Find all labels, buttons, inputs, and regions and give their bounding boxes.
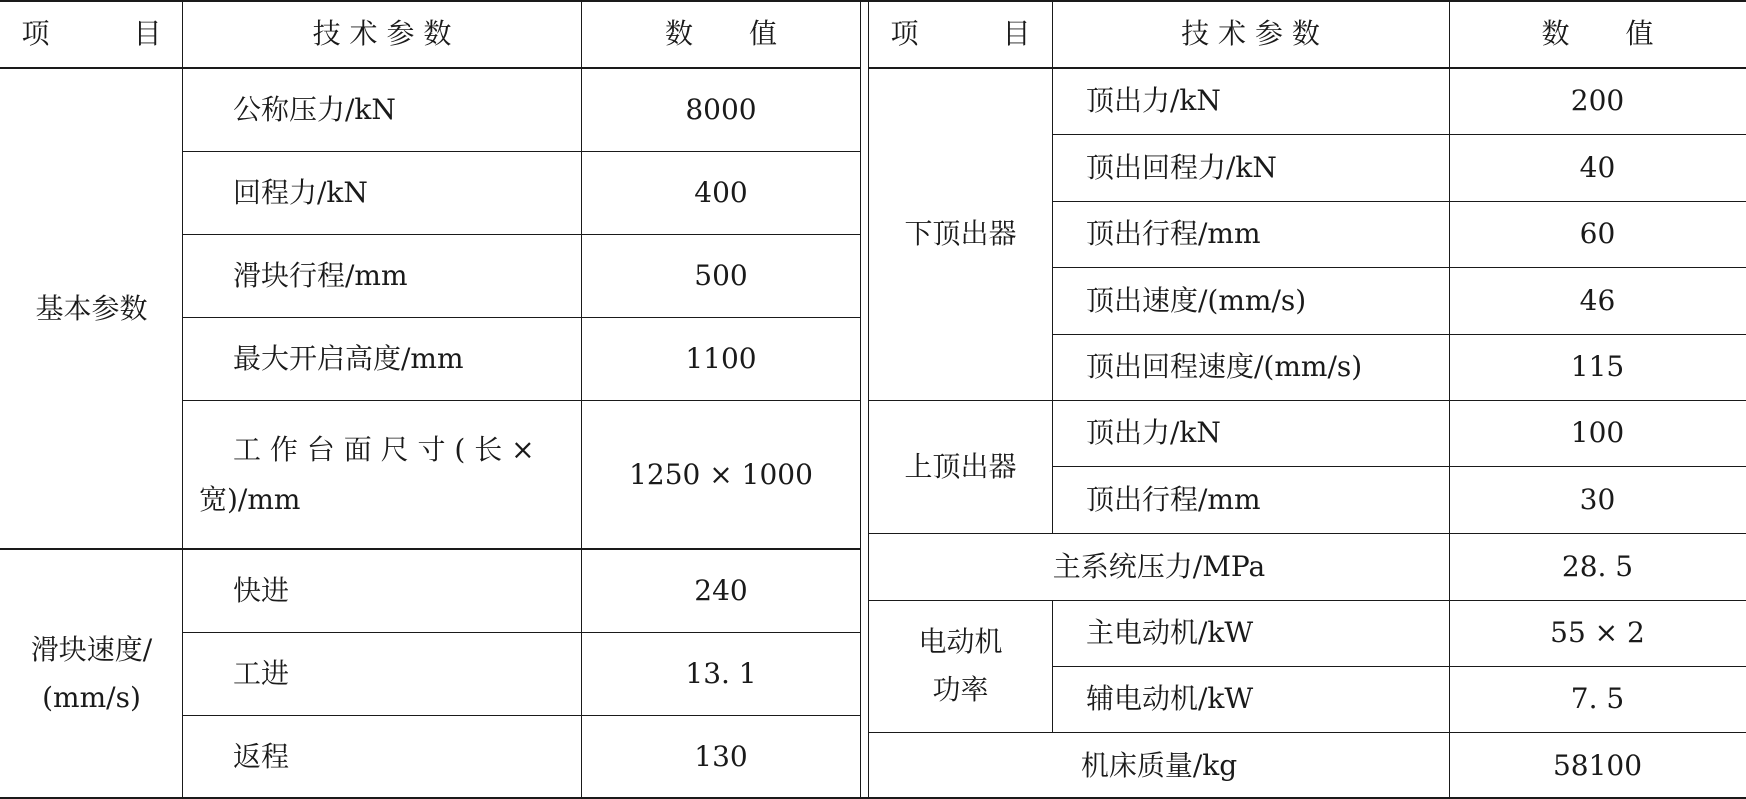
left-row-rule — [183, 151, 861, 152]
group-label-basic: 基本参数 — [35, 291, 148, 325]
left-header-item: 项 目 — [21, 17, 162, 51]
left-row-rule — [183, 234, 861, 235]
value-lower-eject-stroke: 60 — [1579, 217, 1616, 251]
group-label-lower-ejector: 下顶出器 — [904, 217, 1017, 251]
param-aux-motor: 辅电动机/kW — [1086, 682, 1254, 716]
right-group-rule — [869, 732, 1746, 733]
left-row-rule — [183, 317, 861, 318]
value-return-force: 400 — [694, 175, 748, 209]
value-slide-stroke: 500 — [694, 258, 748, 292]
param-table-size — [183, 400, 581, 549]
param-working-feed: 工进 — [233, 656, 290, 690]
value-return-stroke: 130 — [694, 740, 748, 774]
left-header-rule — [0, 67, 861, 69]
param-main-system-pressure: 主系统压力/MPa — [1052, 549, 1266, 583]
right-header-item: 项 目 — [890, 17, 1031, 51]
value-nominal-force: 8000 — [685, 92, 757, 126]
value-lower-eject-speed: 46 — [1579, 283, 1616, 317]
right-group-rule — [869, 533, 1746, 534]
value-main-motor: 55 × 2 — [1550, 616, 1645, 650]
value-lower-eject-return-force: 40 — [1579, 150, 1616, 184]
value-fast-approach: 240 — [694, 573, 748, 607]
param-fast-approach: 快进 — [233, 573, 290, 607]
value-working-feed: 13. 1 — [685, 656, 757, 690]
value-max-open-height: 1100 — [685, 341, 757, 375]
left-group-rule — [0, 548, 861, 550]
right-group-rule — [869, 600, 1746, 601]
right-row-rule — [1052, 334, 1746, 335]
param-return-force: 回程力/kN — [233, 175, 368, 209]
left-row-rule — [183, 715, 861, 716]
param-lower-eject-return-speed: 顶出回程速度/(mm/s) — [1086, 350, 1363, 384]
param-lower-eject-speed: 顶出速度/(mm/s) — [1086, 283, 1307, 317]
param-upper-eject-stroke: 顶出行程/mm — [1086, 482, 1261, 516]
right-row-rule — [1052, 466, 1746, 467]
right-group-rule — [869, 400, 1746, 401]
value-main-system-pressure: 28. 5 — [1561, 549, 1634, 583]
value-machine-mass: 58100 — [1552, 748, 1643, 782]
left-row-rule — [183, 632, 861, 633]
left-header-value: 数 值 — [664, 17, 777, 51]
param-lower-eject-force: 顶出力/kN — [1086, 84, 1221, 118]
param-max-open-height: 最大开启高度/mm — [233, 341, 464, 375]
group-label-slide-speed — [0, 549, 183, 799]
right-header-param: 技 术 参 数 — [1181, 17, 1320, 51]
param-lower-eject-return-force: 顶出回程力/kN — [1086, 150, 1277, 184]
group-label-upper-ejector: 上顶出器 — [904, 449, 1017, 483]
value-upper-eject-stroke: 30 — [1579, 482, 1616, 516]
right-col-divider-1h — [1052, 0, 1053, 68]
left-row-rule — [183, 400, 861, 401]
value-lower-eject-force: 200 — [1570, 84, 1625, 118]
group-label-motor-power-line1: 电动机 — [918, 625, 1003, 659]
value-lower-eject-return-speed: 115 — [1570, 350, 1625, 384]
param-upper-eject-force: 顶出力/kN — [1086, 416, 1221, 450]
param-nominal-force: 公称压力/kN — [233, 92, 396, 126]
value-aux-motor: 7. 5 — [1570, 682, 1625, 716]
right-row-rule — [1052, 134, 1746, 135]
group-label-motor-power — [869, 600, 1052, 732]
right-row-rule — [1052, 666, 1746, 667]
group-label-slide-speed-line2: (mm/s) — [42, 681, 141, 714]
param-machine-mass: 机床质量/kg — [1080, 748, 1238, 782]
param-lower-eject-stroke: 顶出行程/mm — [1086, 217, 1261, 251]
right-header-rule — [869, 67, 1746, 69]
border-top — [0, 0, 1746, 2]
param-main-motor: 主电动机/kW — [1086, 616, 1254, 650]
right-row-rule — [1052, 201, 1746, 202]
right-row-rule — [1052, 267, 1746, 268]
param-slide-stroke: 滑块行程/mm — [233, 258, 408, 292]
param-table-size-line1: 工 作 台 面 尺 寸 ( 长 × — [233, 432, 535, 466]
value-upper-eject-force: 100 — [1570, 416, 1625, 450]
param-return-stroke: 返程 — [233, 740, 290, 774]
group-label-slide-speed-line1: 滑块速度/ — [30, 633, 153, 667]
right-col-divider-1a — [1052, 68, 1053, 533]
left-header-param: 技 术 参 数 — [312, 17, 452, 51]
param-table-size-line2: 宽)/mm — [199, 482, 301, 516]
group-label-motor-power-line2: 功率 — [932, 673, 989, 706]
right-header-value: 数 值 — [1541, 17, 1654, 51]
value-table-size: 1250 × 1000 — [629, 457, 813, 491]
